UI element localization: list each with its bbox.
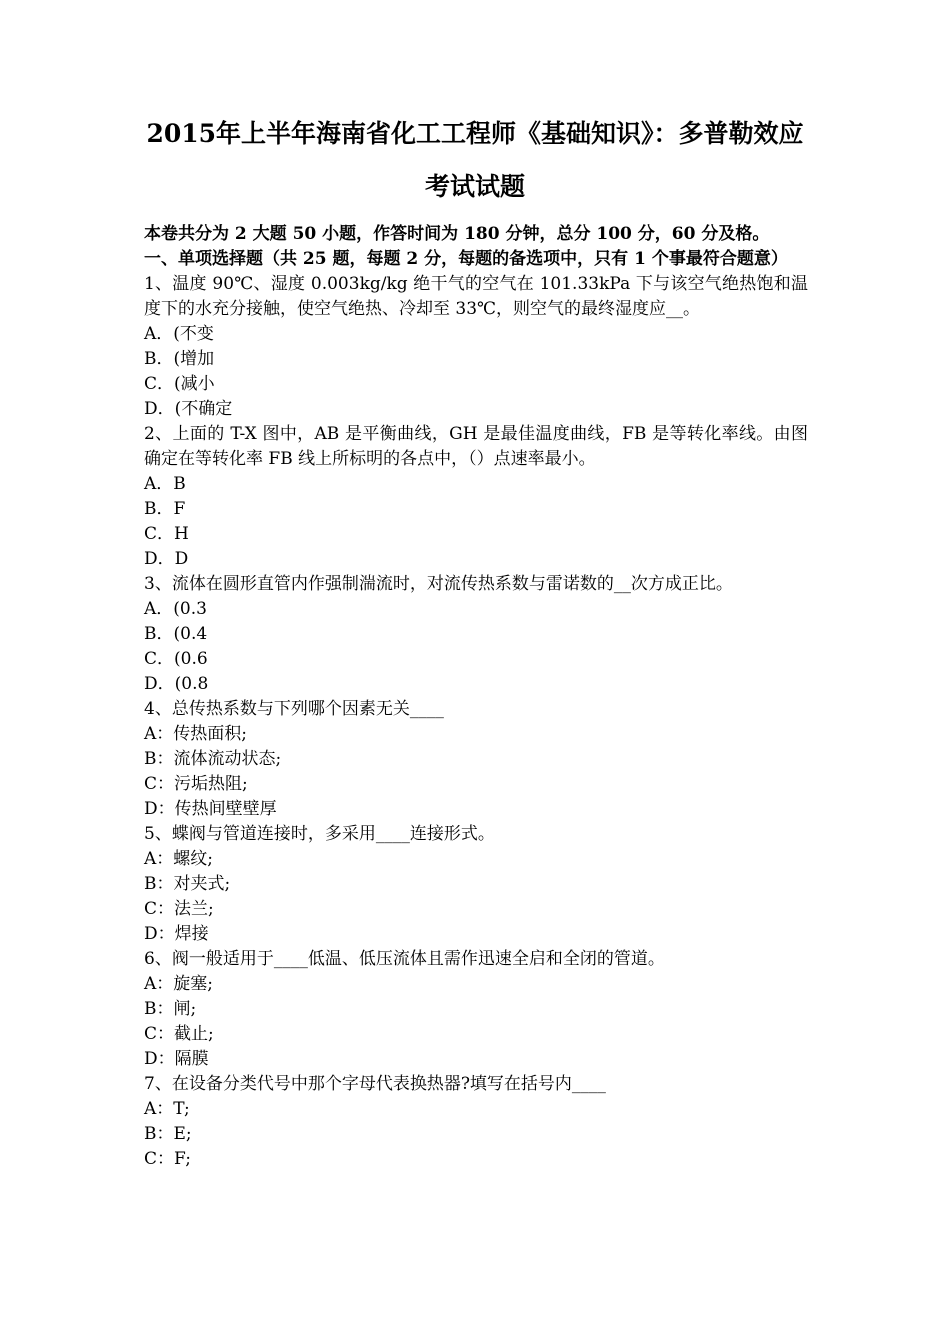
question-6 [144, 947, 808, 1072]
option-a: A．(不变 [144, 324, 214, 344]
document-body [144, 222, 808, 1172]
option-b: B：E; [144, 1124, 192, 1144]
option-b: B．F [144, 499, 186, 519]
option-d: D．(0.8 [144, 674, 209, 694]
option-c: C：截止; [144, 1024, 214, 1044]
option-c: C．(减小 [144, 374, 215, 394]
question-5 [144, 822, 808, 947]
question-stem: 6、阀一般适用于____低温、低压流体且需作迅速全启和全闭的管道。 [144, 949, 665, 969]
option-a: A：旋塞; [144, 974, 214, 994]
option-a: A．B [144, 474, 186, 494]
option-c: C：污垢热阻; [144, 774, 248, 794]
option-c: C：F; [144, 1149, 191, 1169]
option-d: D：传热间壁壁厚 [144, 799, 277, 819]
question-stem: 2、上面的 T-X 图中，AB 是平衡曲线，GH 是最佳温度曲线，FB 是等转化率线。由图确定在等转化率 FB 线上所标明的各点中，（）点速率最小。 [144, 424, 808, 469]
option-d: D．(不确定 [144, 399, 233, 419]
question-2 [144, 422, 808, 572]
document-title-line2: 考试试题 [424, 172, 525, 201]
option-a: A：螺纹; [144, 849, 214, 869]
question-3 [144, 572, 808, 697]
option-b: B：流体流动状态; [144, 749, 282, 769]
option-b: B．(增加 [144, 349, 215, 369]
section-heading: 一、单项选择题（共 25 题，每题 2 分，每题的备选项中，只有 1 个事最符合题意） [144, 249, 788, 269]
question-4 [144, 697, 808, 822]
option-d: D：隔膜 [144, 1049, 209, 1069]
question-stem: 4、总传热系数与下列哪个因素无关____ [144, 699, 444, 719]
question-1 [144, 272, 808, 422]
option-d: D．D [144, 549, 189, 569]
option-a: A：T; [144, 1099, 190, 1119]
option-c: C：法兰; [144, 899, 214, 919]
option-b: B：对夹式; [144, 874, 231, 894]
option-c: C．H [144, 524, 189, 544]
option-a: A：传热面积; [144, 724, 248, 744]
exam-intro: 本卷共分为 2 大题 50 小题，作答时间为 180 分钟，总分 100 分，60 分及格。 [144, 224, 770, 244]
option-b: B：闸; [144, 999, 197, 1019]
question-7 [144, 1072, 808, 1172]
option-c: C．(0.6 [144, 649, 208, 669]
option-b: B．(0.4 [144, 624, 208, 644]
option-a: A．(0.3 [144, 599, 207, 619]
option-d: D：焊接 [144, 924, 209, 944]
question-stem: 3、流体在圆形直管内作强制湍流时，对流传热系数与雷诺数的__次方成正比。 [144, 574, 733, 594]
document-title-line1: 2015年上半年海南省化工工程师《基础知识》：多普勒效应 [146, 119, 804, 148]
question-stem: 1、温度 90℃、湿度 0.003kg/kg 绝干气的空气在 101.33kPa 下与该空气绝热饱和温度下的水充分接触，使空气绝热、冷却至 33℃，则空气的最终湿度应__。 [144, 274, 808, 319]
question-stem: 5、蝶阀与管道连接时，多采用____连接形式。 [144, 824, 495, 844]
question-stem: 7、在设备分类代号中那个字母代表换热器?填写在括号内____ [144, 1074, 606, 1094]
